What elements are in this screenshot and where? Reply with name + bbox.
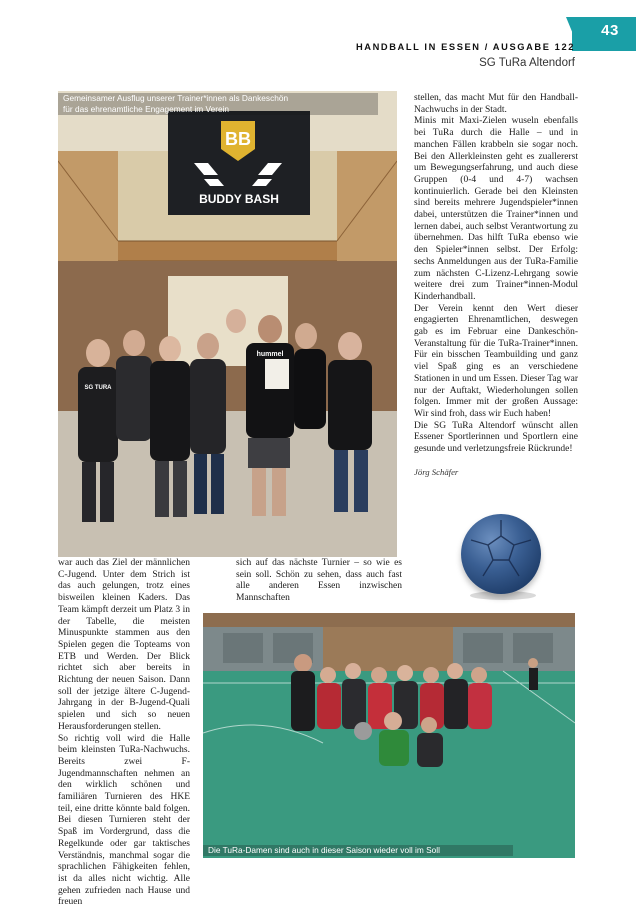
running-head: HANDBALL IN ESSEN / AUSGABE 122 — [355, 42, 575, 52]
photo-caption-top — [58, 93, 378, 115]
photo-caption-top-line1: Gemeinsamer Ausflug unserer Trainer*innen als Dankeschön — [63, 93, 289, 103]
paragraph: Die SG TuRa Altendorf wünscht allen Essener Sportlerinnen und Sportlern eine gesunde und verletzungsfreie Rückrunde! — [414, 420, 578, 455]
trainers-photo-illustration — [58, 91, 397, 557]
shirt-text: hummel — [256, 351, 284, 358]
paragraph: sich auf das nächste Turnier – so wie es sein soll. Schön zu sehen, dass auch fast alle anderen Essen inzwischen Mannschaften — [236, 558, 402, 604]
paragraph: war auch das Ziel der männlichen C-Jugend. Unter dem Strich ist das auch gelungen, trotz eines bisweilen kleinen Kaders. Das Team kämpft derzeit um Platz 3 in der Tabelle, die meisten Minuspunkte stammen aus den Spielen gegen die Topteams von ETB und Werden. Der Blick richtet sich aber bereits in Richtung der neuen Saison. Dann soll der jetzige ältere C-Jugend-Jahrgang in der B-Jugend-Quali spielen und sich so neuen Herausforderungen stellen. — [58, 558, 190, 732]
paragraph: stellen, das macht Mut für den Handball-Nachwuchs in der Stadt. — [414, 93, 578, 115]
team-photo-trainers — [58, 91, 397, 557]
photo-caption-top-line2: für das ehrenamtliche Engagement im Verein — [63, 104, 230, 114]
photo-caption-bottom: Die TuRa-Damen sind auch in dieser Saison wieder voll im Soll — [203, 845, 513, 856]
article-column-middle — [236, 558, 402, 605]
paragraph: Der Verein kennt den Wert dieser engagierten Ehrenamtlichen, deswegen gab es im Februar eine Dankeschön-Veranstaltung für die TuRa-Trainer*innen. Für ein bisschen Teambuilding und ganz viel Spaß ging es an verschiedene Stationen in und um Essen. Dieser Tag war nur der Auftakt, Wiederholungen sollen folgen. Immer mit der großen Aussage: Wir sind froh, dass wir Euch haben! — [414, 303, 578, 419]
page-number: 43 — [601, 22, 619, 39]
banner-text: BUDDY BASH — [199, 192, 279, 206]
author-name: Jörg Schäfer — [414, 466, 459, 477]
handball-pattern — [461, 514, 541, 594]
handball-image — [461, 514, 541, 594]
paragraph: So richtig voll wird die Halle beim kleinsten TuRa-Nachwuchs. Bereits zwei F-Jugendmannschaften nehmen an den wirklich schönen und familiären Turnieren des HKE teil, eine dritte könnte bald folgen. Bei diesen Turnieren steht der Spaß im Vordergrund, dass die Regelkunde oder gar taktisches Verständnis, manchmal sogar die sprachlichen Fähigkeiten fehlen, ist da alles nicht wichtig. Alle gehen zufrieden nach Hause und freuen — [58, 733, 190, 908]
paragraph: Minis mit Maxi-Zielen wuseln ebenfalls bei TuRa durch die Halle – und in manchen Fällen krabbeln sie sogar noch. Bei den Allerkleinsten geht es zuallererst um Bewegungserfahrung, und auch diese Gruppen (0-4 und 4-7) wachsen kontinuierlich. Gerade bei den Kleinsten sind bereits mehrere Jugendspieler*innen dabei, unterstützen die Trainer*innen und lernen dabei, auch selbst Verantwortung zu übernehmen. Das hilft TuRa ebenso wie den Spieler*innen selbst. Der Erfolg: sechs Anmeldungen aus der TuRa-Familie zum nächsten C-Lizenz-Lehrgang sowie weitere drei zum Trainer*innen-Modul Kinderhandball. — [414, 116, 578, 302]
article-column-left — [58, 558, 190, 909]
women-team-photo-illustration — [203, 613, 575, 858]
club-name: SG TuRa Altendorf — [479, 57, 575, 69]
svg-text:BB: BB — [225, 129, 251, 149]
hoodie-text: SG TURA — [84, 385, 112, 391]
article-column-right — [414, 93, 578, 479]
team-photo-women — [203, 613, 575, 858]
